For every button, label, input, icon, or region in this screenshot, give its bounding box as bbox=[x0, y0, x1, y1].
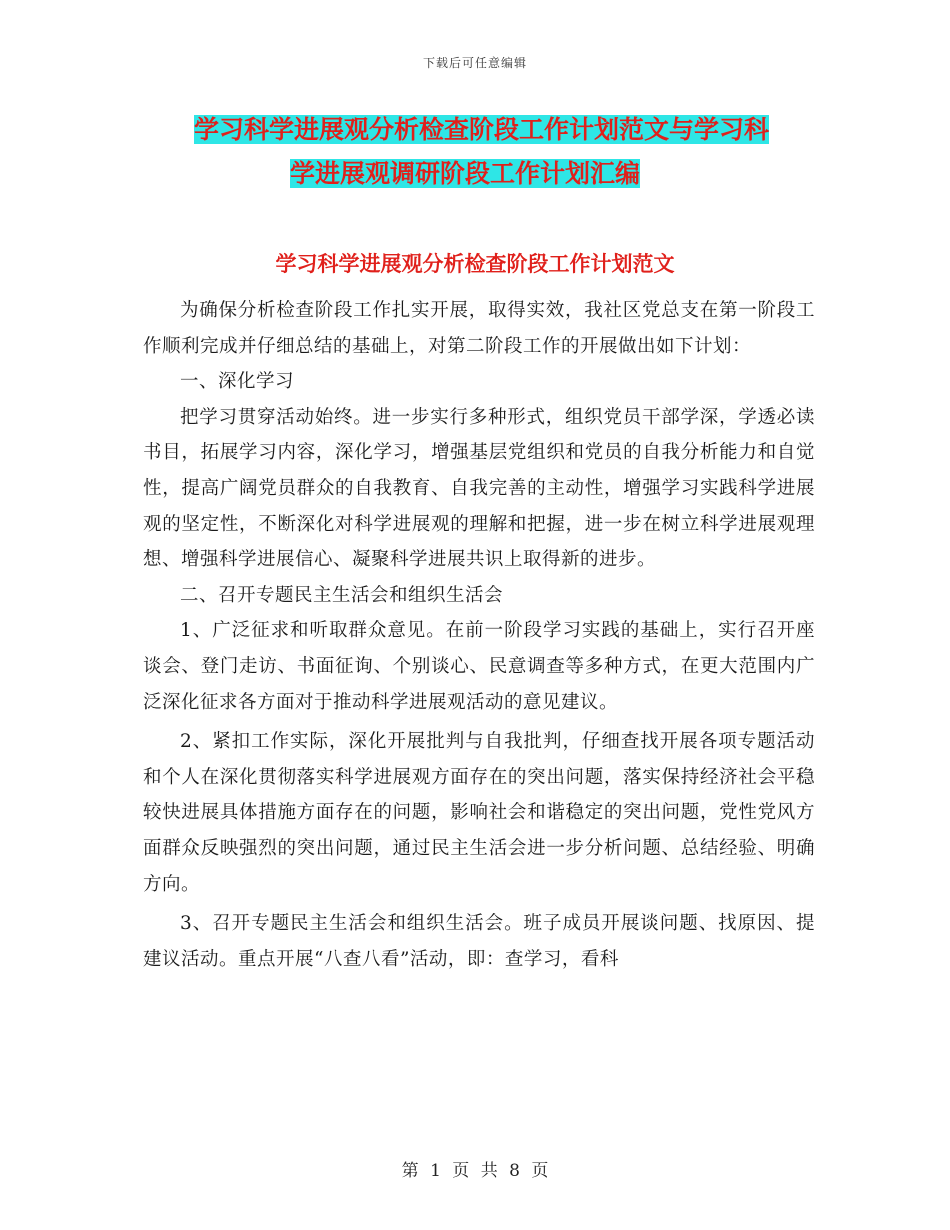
body-text bbox=[143, 293, 815, 977]
section-title: 学习科学进展观分析检查阶段工作计划范文 bbox=[275, 252, 675, 276]
document-title bbox=[150, 108, 820, 196]
paragraph: 1、广泛征求和听取群众意见。在前一阶段学习实践的基础上，实行召开座谈会、登门走访、书面征询、个别谈心、民意调查等多种方式，在更大范围内广泛深化征求各方面对于推动科学进展观活动的意见建议。 bbox=[143, 620, 815, 713]
paragraph-heading: 一、深化学习 bbox=[180, 371, 295, 393]
paragraph-heading: 二、召开专题民主生活会和组织生活会 bbox=[180, 584, 504, 606]
paragraph: 为确保分析检查阶段工作扎实开展，取得实效，我社区党总支在第一阶段工作顺利完成并仔细总结的基础上，对第二阶段工作的开展做出如下计划： bbox=[143, 300, 815, 357]
title-line-2: 学进展观调研阶段工作计划汇编 bbox=[290, 159, 641, 188]
header-note: 下载后可任意编辑 bbox=[422, 56, 527, 70]
paragraph: 3、召开专题民主生活会和组织生活会。班子成员开展谈问题、找原因、提建议活动。重点开展“八查八看”活动，即：查学习，看科 bbox=[143, 913, 815, 970]
page-footer: 第 1 页 共 8 页 bbox=[401, 1161, 549, 1181]
paragraph: 2、紧扣工作实际，深化开展批判与自我批判，仔细查找开展各项专题活动和个人在深化贯彻落实科学进展观方面存在的突出问题，落实保持经济社会平稳较快进展具体措施方面存在的问题，影响社会和谐稳定的突出问题，党性党风方面群众反映强烈的突出问题，通过民主生活会进一步分析问题、总结经验、明确方向。 bbox=[143, 731, 815, 895]
title-line-1: 学习科学进展观分析检查阶段工作计划范文与学习科 bbox=[194, 115, 770, 144]
paragraph: 把学习贯穿活动始终。进一步实行多种形式，组织党员干部学深，学透必读书目，拓展学习内容，深化学习，增强基层党组织和党员的自我分析能力和自觉性，提高广阔党员群众的自我教育、自我完善的主动性，增强学习实践科学进展观的坚定性，不断深化对科学进展观的理解和把握，进一步在树立科学进展观理想、增强科学进展信心、凝聚科学进展共识上取得新的进步。 bbox=[143, 406, 815, 571]
